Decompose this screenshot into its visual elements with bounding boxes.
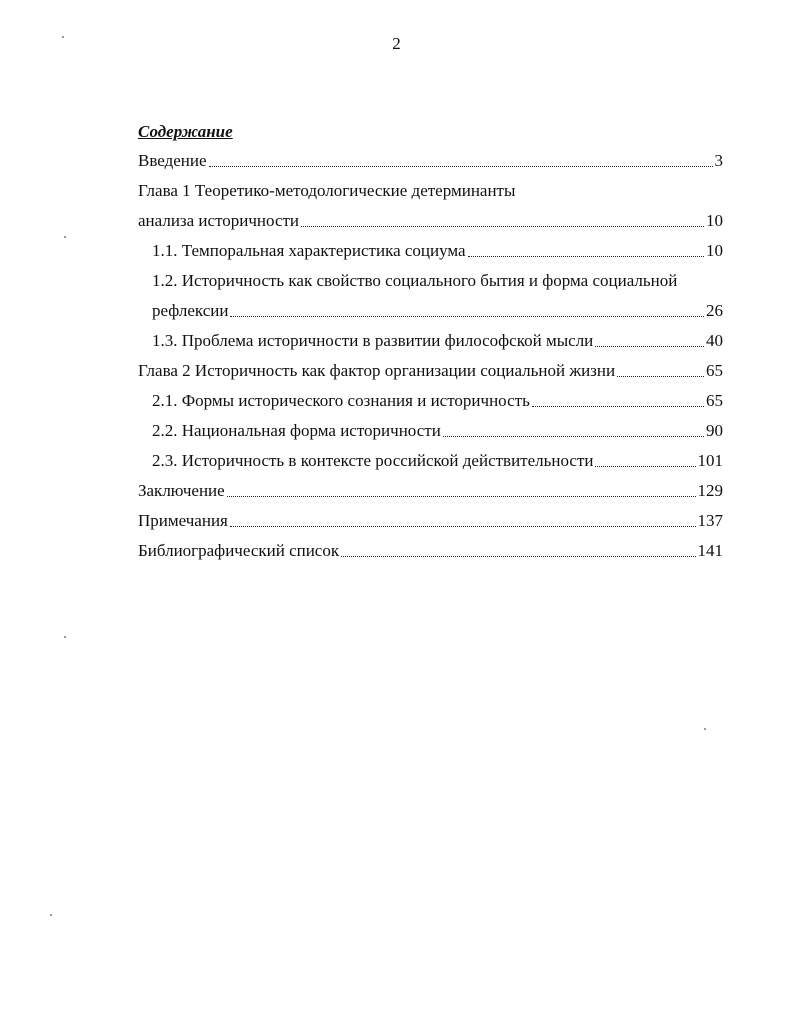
toc-leader-dots <box>443 436 704 437</box>
toc-entry-label: Введение <box>138 151 207 170</box>
toc-entry-notes <box>138 509 723 533</box>
scan-speck <box>64 236 66 238</box>
toc-entry-page: 10 <box>706 211 723 230</box>
page-number: 2 <box>392 34 401 53</box>
scan-speck <box>64 636 66 638</box>
toc-leader-dots <box>341 556 695 557</box>
toc-entry-label: 2.3. Историчность в контексте российской действительности <box>152 451 594 470</box>
toc-entry-label: Глава 1 Теоретико-методологические детерминанты <box>138 181 516 200</box>
toc-entry-section-1-1 <box>152 239 723 263</box>
toc-entry-page: 65 <box>706 361 723 380</box>
toc-entry-section-1-2-line-1 <box>152 269 723 293</box>
toc-leader-dots <box>230 316 704 317</box>
toc-leader-dots <box>617 376 704 377</box>
toc-entry-label: Примечания <box>138 511 228 530</box>
toc-entry-page: 40 <box>706 331 723 350</box>
toc-entry-page: 101 <box>697 451 723 470</box>
toc-entry-chapter-1-line-1 <box>138 179 723 203</box>
scan-speck <box>50 914 52 916</box>
toc-entry-label: 1.1. Темпоральная характеристика социума <box>152 241 466 260</box>
toc-entry-section-1-3 <box>152 329 723 353</box>
toc-entry-page: 137 <box>697 511 723 530</box>
toc-entry-chapter-1-line-2 <box>138 209 723 233</box>
toc-leader-dots <box>532 406 704 407</box>
toc-leader-dots <box>209 166 713 167</box>
toc-entry-chapter-2 <box>138 359 723 383</box>
toc-entry-page: 65 <box>706 391 723 410</box>
toc-leader-dots <box>468 256 704 257</box>
toc-entry-page: 90 <box>706 421 723 440</box>
toc-entry-page: 26 <box>706 301 723 320</box>
toc-entry-section-2-3 <box>152 449 723 473</box>
toc-leader-dots <box>595 346 704 347</box>
toc-leader-dots <box>230 526 696 527</box>
toc-entry-page: 129 <box>697 481 723 500</box>
scan-speck <box>704 728 706 730</box>
toc-entry-section-2-1 <box>152 389 723 413</box>
toc-entry-bibliography <box>138 539 723 563</box>
toc-entry-section-1-2-line-2 <box>152 299 723 323</box>
toc-leader-dots <box>595 466 695 467</box>
toc-entry-label: 2.2. Национальная форма историчности <box>152 421 441 440</box>
toc-entry-label: 1.2. Историчность как свойство социального бытия и форма социальной <box>152 271 678 290</box>
scan-speck <box>62 36 64 38</box>
toc-entry-page: 3 <box>714 151 723 170</box>
toc-entry-page: 10 <box>706 241 723 260</box>
toc-entry-label: Библиографический список <box>138 541 340 560</box>
toc-entry-label: 1.3. Проблема историчности в развитии философской мысли <box>152 331 594 350</box>
toc-entry-label: Заключение <box>138 481 225 500</box>
toc-entry-label: рефлексии <box>152 301 229 320</box>
toc-entry-introduction <box>138 149 723 173</box>
toc-entry-label: 2.1. Формы исторического сознания и историчность <box>152 391 530 410</box>
toc-entry-label: Глава 2 Историчность как фактор организации социальной жизни <box>138 361 616 380</box>
toc-entry-section-2-2 <box>152 419 723 443</box>
toc-leader-dots <box>227 496 696 497</box>
toc-entry-conclusion <box>138 479 723 503</box>
toc-entry-page: 141 <box>697 541 723 560</box>
toc-leader-dots <box>301 226 704 227</box>
toc-title: Содержание <box>138 122 233 141</box>
toc-entry-label: анализа историчности <box>138 211 300 230</box>
